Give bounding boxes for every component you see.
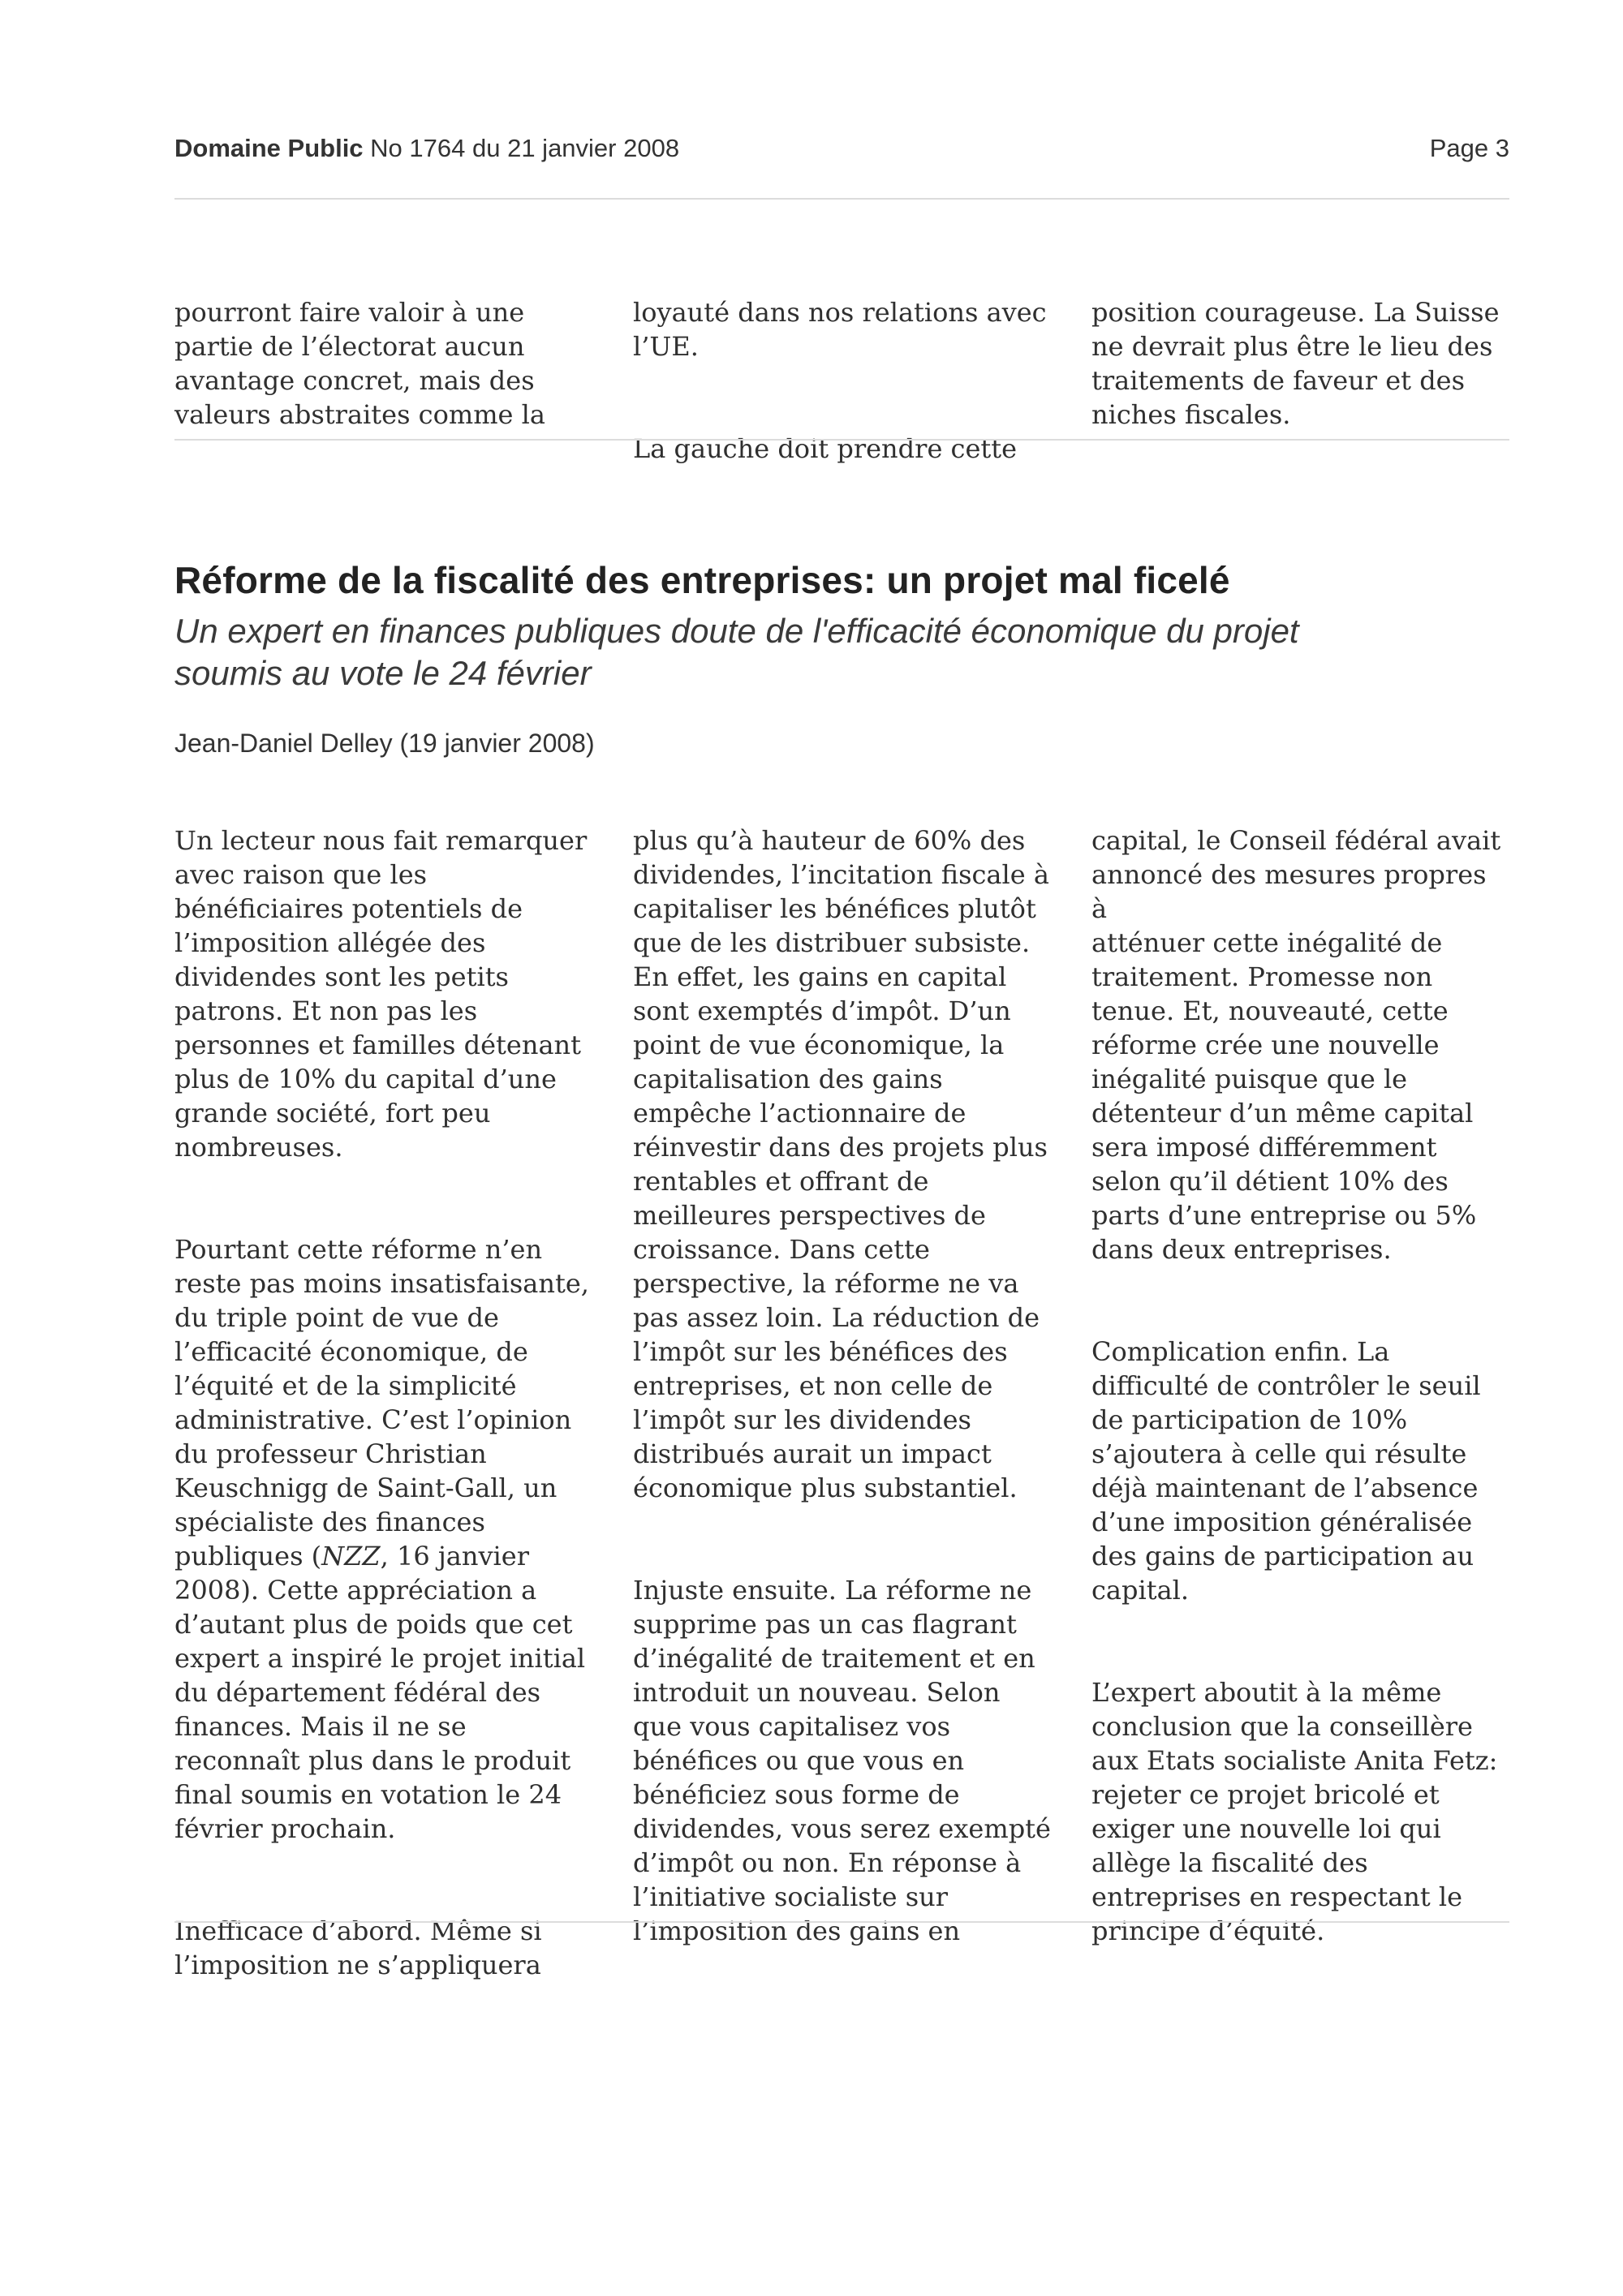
paragraph: plus qu’à hauteur de 60% des dividendes, l’incitation fiscale à capitaliser les bénéfices plutôt que de les distribuer subsiste. En effet, les gains en capital sont exemptés d’impôt. D’un point de vue économique, la capitalisation des gains empêche l’actionnaire de réinvestir dans des projets plus rentables et offrant de meilleures perspectives de croissance. Dans cette perspective, la réforme ne va pas assez loin. La réduction de l’impôt sur les bénéfices des entreprises, et non celle de l’impôt sur les dividendes distribués aurait un impact économique plus substantiel. [633, 825, 1049, 1503]
issue-info: No 1764 du 21 janvier 2008 [370, 134, 680, 162]
paragraph: La gauche doit prendre cette [633, 433, 1018, 464]
paragraph-text: Pourtant cette réforme n’en reste pas moins insatisfaisante, du triple point de vue de l’efficacité économique, de l’équité et de la simplicité administrative. C’est l’opinion du professeur Christian Keuschnigg de Saint-Gall, un spécialiste des finances publiques ( [174, 1234, 589, 1572]
section-divider [174, 439, 1509, 441]
article-byline: Jean-Daniel Delley (19 janvier 2008) [174, 729, 595, 758]
article-column-3 [1091, 789, 1509, 2016]
previous-article-column-3 [1091, 261, 1509, 500]
paragraph [174, 1232, 613, 1846]
article-body [174, 789, 1509, 2016]
source-reference: NZZ [321, 1541, 381, 1572]
paragraph-text: , 16 janvier 2008). Cette appréciation a d’autant plus de poids que cet expert a inspiré le projet initial du département fédéral des finances. Mais il ne se reconnaît plus dans le produit final soumis en votation le 24 février prochain. [174, 1541, 586, 1844]
paragraph: capital, le Conseil fédéral avait annoncé des mesures propres à atténuer cette inégalité de traitement. Promesse non tenue. Et, nouveauté, cette réforme crée une nouvelle inégalité puisque que le détenteur d’un même capital sera imposé différemment selon qu’il détient 10% des parts d’une entreprise ou 5% dans deux entreprises. [1091, 825, 1501, 1265]
paragraph: Injuste ensuite. La réforme ne supprime pas un cas flagrant d’inégalité de traitement et en introduit un nouveau. Selon que vous capitalisez vos bénéfices ou que vous en bénéficiez sous forme de dividendes, vous serez exempté d’impôt ou non. En réponse à l’initiative socialiste sur l’imposition des gains en [633, 1575, 1051, 1946]
paragraph: Complication enfin. La difficulté de contrôler le seuil de participation de 10% s’ajoutera à celle qui résulte déjà maintenant de l’absence d’une imposition généralisée des gains de participation au capital. [1091, 1336, 1481, 1606]
previous-article-columns [174, 261, 1509, 500]
previous-article-column-1 [174, 261, 613, 500]
header-divider [174, 198, 1509, 200]
paragraph: L’expert aboutit à la même conclusion que la conseillère aux Etats socialiste Anita Fetz: rejeter ce projet bricolé et exiger une nouvelle loi qui allège la fiscalité des entreprises en respectant le principe d’équité. [1091, 1677, 1498, 1946]
article-title: Réforme de la fiscalité des entreprises: un projet mal ficelé [174, 559, 1230, 601]
article-subtitle: Un expert en finances publiques doute de l'efficacité économique du projet soumis au vote le 24 février [174, 612, 1299, 692]
page-number: Page 3 [1429, 134, 1509, 162]
paragraph: pourront faire valoir à une partie de l’électorat aucun avantage concret, mais des valeurs abstraites comme la [174, 297, 545, 430]
previous-article-column-2 [633, 261, 1071, 500]
article-column-1 [174, 789, 613, 2016]
paragraph: position courageuse. La Suisse ne devrait plus être le lieu des traitements de faveur et des niches fiscales. [1091, 297, 1500, 430]
publication-name: Domaine Public [174, 134, 364, 162]
paragraph: Un lecteur nous fait remarquer avec raison que les bénéficiaires potentiels de l’imposition allégée des dividendes sont les petits patrons. Et non pas les personnes et familles détenant plus de 10% du capital d’une grande société, fort peu nombreuses. [174, 825, 588, 1163]
paragraph: loyauté dans nos relations avec l’UE. [633, 297, 1047, 362]
footer-divider [174, 1921, 1509, 1923]
article-column-2 [633, 789, 1071, 2016]
paragraph: Inefficace d’abord. Même si l’imposition ne s’appliquera [174, 1915, 542, 1980]
page-header [174, 134, 1509, 163]
